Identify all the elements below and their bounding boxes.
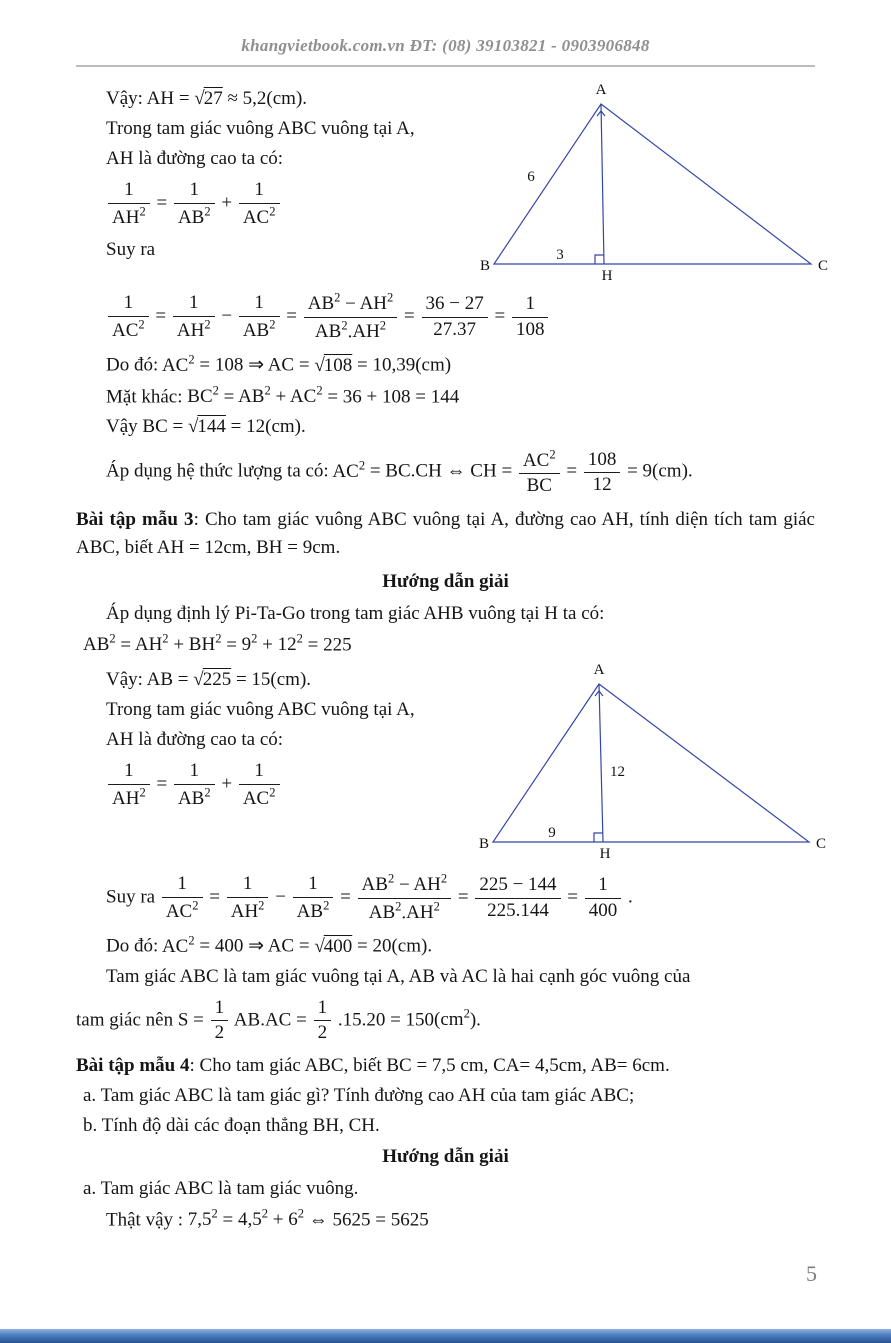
power-expression: $6^2$ <box>288 1207 305 1231</box>
exponent: 2 <box>269 785 276 800</box>
math-line: $\frac{1}{AH^2}$ = $\frac{1}{AB^2}$ + $\frac{1}{AC^2}$ <box>76 179 476 229</box>
fraction <box>475 874 560 922</box>
exponent: 2 <box>188 352 195 367</box>
radical-sign: √ <box>193 668 204 690</box>
header-text: khangvietbook.com.vn ĐT: (08) 39103821 - 0903906848 <box>241 36 650 55</box>
foot-h-label: H <box>601 268 613 283</box>
fraction <box>173 292 215 342</box>
square-root <box>193 669 231 690</box>
numerator: 1 <box>108 179 150 203</box>
exponent: 2 <box>109 631 116 646</box>
math-line: Vậy: AB = √225 = 15(cm). <box>106 668 312 690</box>
segment-bh-length: 3 <box>556 247 564 263</box>
solution-heading: Hướng dẫn giải <box>382 570 509 592</box>
triangle-diagram-1 <box>476 81 834 283</box>
exponent: 2 <box>138 317 145 332</box>
numerator: $AB^2 - AH^2$ <box>358 872 452 899</box>
exponent: 2 <box>323 898 330 913</box>
radicand: 27 <box>203 88 223 109</box>
power-expression: $AC^2$ <box>165 898 199 922</box>
exponent: 2 <box>204 204 211 219</box>
text-line: AH là đường cao ta có: <box>106 729 284 751</box>
denominator <box>174 204 215 230</box>
square-root <box>314 355 352 376</box>
numerator: 1 <box>211 997 229 1021</box>
power-expression: $AH^2$ <box>112 785 146 809</box>
fraction <box>358 872 452 924</box>
radicand: 400 <box>323 935 353 957</box>
exponent: 2 <box>212 383 219 398</box>
exponent: 2 <box>251 631 258 646</box>
math-line: Thật vậy : $7,5^2 = 4,5^2 + 6^2$ ⇔ 5625 = 5625 <box>106 1207 429 1231</box>
fraction <box>174 179 215 229</box>
fraction <box>239 760 280 810</box>
exponent: 2 <box>269 204 276 219</box>
triangle-2-labels <box>479 662 826 862</box>
fraction <box>211 997 229 1045</box>
text-line: Trong tam giác vuông ABC vuông tại A, <box>106 699 415 721</box>
power-expression: $AH^2$ <box>352 318 387 343</box>
numerator: 1 <box>162 873 203 897</box>
power-expression: $9^2$ <box>241 631 258 655</box>
math-line: $\frac{1}{AH^2}$ = $\frac{1}{AB^2}$ + $\frac{1}{AC^2}$ <box>76 760 476 810</box>
fraction <box>314 997 332 1045</box>
triangle-2-edges <box>493 684 809 842</box>
power-expression: $AB^2$ <box>238 383 271 408</box>
segment-bh-length: 9 <box>548 824 556 841</box>
exponent: 2 <box>204 317 211 332</box>
fraction <box>108 292 149 342</box>
triangle-1-labels <box>480 82 828 283</box>
exponent: 2 <box>188 933 195 948</box>
power-expression: $AB^2$ <box>314 318 348 343</box>
denominator <box>108 317 149 343</box>
section-solution-2 <box>76 81 829 283</box>
solution-text-column <box>76 662 476 818</box>
math-line: Do đó: $AC^2 = 400$ ⇒ AC = √400 = 20(cm). <box>106 933 433 957</box>
exponent: 2 <box>387 291 394 305</box>
exponent: 2 <box>440 871 448 886</box>
power-expression: $AB^2$ <box>83 631 116 655</box>
footer-bar <box>0 1329 891 1343</box>
denominator: 400 <box>588 899 618 921</box>
denominator: 108 <box>515 318 545 340</box>
fraction <box>293 873 334 923</box>
power-expression: $12^2$ <box>277 631 303 655</box>
bold-text: Bài tập mẫu 4 <box>76 1054 190 1076</box>
altitude-ah <box>601 104 604 264</box>
power-expression: $AC^2$ <box>289 383 323 408</box>
triangle-1-outline <box>494 104 811 264</box>
text-line: Áp dụng định lý Pi-Ta-Go trong tam giác AHB vuông tại H ta có: <box>106 602 605 624</box>
fraction <box>422 293 488 341</box>
radicand: 225 <box>202 668 232 690</box>
exponent: 2 <box>341 318 348 333</box>
denominator <box>227 898 269 924</box>
numerator: 1 <box>174 760 215 784</box>
denominator <box>239 785 280 811</box>
exercise-3-statement: Bài tập mẫu 3: Cho tam giác vuông ABC vuông tại A, đường cao AH, tính diện tích tam giác ABC, biết AH = 12cm, BH = 9cm. <box>76 508 815 558</box>
square-root <box>314 936 352 957</box>
triangle-1-edges <box>494 104 811 264</box>
bold-text: Bài tập mẫu 3 <box>76 508 194 530</box>
denominator <box>173 317 215 343</box>
solution-heading: Hướng dẫn giải <box>382 1145 509 1167</box>
exponent: 2 <box>296 631 303 646</box>
power-expression: $AB^2$ <box>177 785 211 809</box>
radical-sign: √ <box>314 935 325 957</box>
vertex-c-label: C <box>818 258 829 274</box>
vertex-a-label: A <box>593 661 605 678</box>
triangle-2-outline <box>493 684 809 842</box>
text-line: Trong tam giác vuông ABC vuông tại A, <box>106 118 415 140</box>
exponent: 2 <box>387 871 395 886</box>
exponent: 2 <box>258 898 265 913</box>
fraction <box>108 179 150 229</box>
denominator <box>239 204 280 230</box>
denominator: 2 <box>214 1022 225 1044</box>
denominator: BC <box>526 475 552 497</box>
numerator: 36 − 27 <box>422 293 488 317</box>
exponent: 2 <box>549 447 556 462</box>
foot-h-label: H <box>599 845 611 862</box>
header-divider <box>76 65 815 67</box>
radicand: 108 <box>323 354 353 376</box>
vertex-b-label: B <box>478 835 489 852</box>
exponent: 2 <box>463 1006 470 1021</box>
right-angle-mark-h <box>595 255 604 264</box>
radicand: 144 <box>197 416 226 438</box>
power-expression: $BH^2$ <box>188 631 222 655</box>
exponent: 2 <box>264 383 271 398</box>
numerator <box>519 447 560 474</box>
fraction <box>512 293 549 341</box>
exponent: 2 <box>395 899 402 914</box>
denominator: 2 <box>317 1022 328 1044</box>
radical-sign: √ <box>194 88 205 109</box>
numerator: 1 <box>239 179 280 203</box>
altitude-ah <box>599 684 603 842</box>
power-expression: $AC^2$ <box>242 204 276 228</box>
fraction <box>519 447 560 497</box>
power-expression: $AB^2$ <box>368 899 402 924</box>
vertex-b-label: B <box>479 258 490 274</box>
denominator <box>174 785 215 811</box>
numerator: 1 <box>314 997 332 1021</box>
denominator: $AB^2.AH^2$ <box>314 318 387 343</box>
denominator: 27.37 <box>433 318 476 340</box>
numerator: 225 − 144 <box>475 874 560 898</box>
vertex-c-label: C <box>816 835 827 852</box>
exponent: 2 <box>211 1207 218 1222</box>
exponent: 2 <box>379 318 387 333</box>
numerator: 1 <box>174 179 215 203</box>
numerator: 1 <box>108 292 149 316</box>
denominator <box>162 898 203 924</box>
math-line: $\frac{1}{AC^2}$ = $\frac{1}{AH^2}$ − $\frac{1}{AB^2}$ = $\frac{AB^2 - AH^2}{AB^2.AH^2}$ = $\frac{36 - 27}{27.37}$ = $\frac{1}{108}$ <box>76 291 815 343</box>
numerator: 1 <box>239 760 280 784</box>
right-angle-mark-h <box>594 833 603 842</box>
numerator: 1 <box>173 292 215 316</box>
exponent: 2 <box>269 317 276 332</box>
fraction <box>239 179 280 229</box>
exponent: 2 <box>433 899 440 914</box>
power-expression: $AC^2$ <box>161 933 195 957</box>
exponent: 2 <box>261 1207 269 1222</box>
numerator: 1 <box>293 873 334 897</box>
text-line: a. Tam giác ABC là tam giác vuông. <box>83 1177 359 1199</box>
page-number: 5 <box>806 1261 817 1286</box>
side-ab-length: 6 <box>527 169 535 185</box>
section-solution-3 <box>76 661 827 864</box>
power-expression: $AB^2$ <box>296 898 330 922</box>
vertex-a-label: A <box>595 82 607 98</box>
power-expression: $AH^2$ <box>406 899 440 924</box>
exponent: 2 <box>162 631 169 646</box>
exponent: 2 <box>316 383 323 398</box>
exponent: 2 <box>139 785 146 800</box>
math-line: Vậy BC = √144 = 12(cm). <box>106 416 306 438</box>
fraction <box>239 292 280 342</box>
power-expression: $AC^2$ <box>242 785 276 809</box>
triangle-diagram-2 <box>476 662 834 864</box>
fraction <box>162 873 203 923</box>
power-expression: ($cm^2$ <box>434 1006 470 1031</box>
power-expression: $AC^2$ <box>332 458 366 482</box>
math-line: Suy ra $\frac{1}{AC^2}$ = $\frac{1}{AH^2}$ − $\frac{1}{AB^2}$ = $\frac{AB^2 - AH^2}{AB^2.AH^2}$ = $\frac{225 - 144}{225.144}$ = $\frac{1}{400}$ . <box>106 871 633 924</box>
power-expression: $AH^2$ <box>112 204 146 228</box>
denominator: $AB^2.AH^2$ <box>368 899 440 924</box>
numerator: 1 <box>512 293 549 317</box>
power-expression: $BC^2$ <box>187 383 219 408</box>
power-expression: $AB^2$ <box>242 317 276 341</box>
numerator: 1 <box>227 873 269 897</box>
square-root <box>188 416 226 437</box>
math-line: $AB^2 = AH^2 + BH^2 = 9^2 + 12^2 = 225$ <box>83 631 352 655</box>
power-expression: $AH^2$ <box>134 631 169 655</box>
math-line: Vậy: AH = √27 ≈ 5,2(cm). <box>106 88 308 109</box>
power-expression: $AC^2$ <box>522 447 556 471</box>
power-expression: $AH^2$ <box>230 898 265 922</box>
square-root <box>194 88 222 109</box>
exponent: 2 <box>358 458 366 473</box>
text-line: Tam giác ABC là tam giác vuông tại A, AB và AC là hai cạnh góc vuông của <box>106 965 691 987</box>
exponent: 2 <box>139 204 146 219</box>
fraction <box>304 291 398 343</box>
exponent: 2 <box>204 785 211 800</box>
fraction <box>227 873 269 923</box>
math-line: Mặt khác: $BC^2 = AB^2 + AC^2 = 36 + 108 = 144$ <box>106 383 460 408</box>
power-expression: $4,5^2$ <box>238 1207 269 1231</box>
math-line: Do đó: $AC^2 = 108$ ⇒ AC = √108 = 10,39(cm) <box>106 352 452 376</box>
power-expression: $AB^2$ <box>361 871 395 896</box>
denominator <box>239 317 280 343</box>
denominator <box>108 785 150 811</box>
math-line: Áp dụng hệ thức lượng ta có: $AC^2 = BC.CH$ ⇔ CH = $\frac{AC^2}{BC}$ = $\frac{108}{12}$ = 9(cm). <box>106 447 693 497</box>
numerator: 108 <box>584 449 621 473</box>
power-expression: $AB^2$ <box>307 291 341 315</box>
fraction <box>584 449 621 497</box>
power-expression: $AH^2$ <box>413 871 448 896</box>
power-expression: $AH^2$ <box>176 317 211 341</box>
exercise-4-part-a: a. Tam giác ABC là tam giác gì? Tính đường cao AH của tam giác ABC; <box>83 1084 635 1106</box>
power-expression: $AH^2$ <box>359 291 394 315</box>
denominator: 225.144 <box>487 899 549 921</box>
numerator: 1 <box>239 292 280 316</box>
fraction <box>174 760 215 810</box>
exercise-4-part-b: b. Tính độ dài các đoạn thẳng BH, CH. <box>83 1114 380 1136</box>
numerator: $AB^2 - AH^2$ <box>304 291 398 318</box>
denominator <box>108 204 150 230</box>
text-line: Suy ra <box>106 239 156 261</box>
solution-text-column <box>76 81 476 267</box>
power-expression: $AC^2$ <box>161 352 195 376</box>
numerator: 1 <box>108 760 150 784</box>
numerator: 1 <box>585 874 622 898</box>
exercise-4-statement: Bài tập mẫu 4: Cho tam giác ABC, biết BC = 7,5 cm, CA= 4,5cm, AB= 6cm. <box>76 1054 670 1076</box>
radical-sign: √ <box>187 416 199 438</box>
denominator: 12 <box>592 473 612 495</box>
text-line: AH là đường cao ta có: <box>106 148 284 170</box>
exponent: 2 <box>192 898 199 913</box>
math-line: tam giác nên S = $\frac{1}{2}$ AB.AC = $\frac{1}{2}$ $.15.20 = 150(cm^2)$. <box>76 996 481 1044</box>
exponent: 2 <box>297 1207 305 1222</box>
fraction <box>108 760 150 810</box>
altitude-ah-length: 12 <box>610 763 625 780</box>
power-expression: $AC^2$ <box>112 317 145 341</box>
exponent: 2 <box>334 291 341 305</box>
exponent: 2 <box>215 631 222 646</box>
power-expression: $7,5^2$ <box>187 1207 218 1231</box>
power-expression: $AB^2$ <box>177 204 211 228</box>
radical-sign: √ <box>314 354 325 376</box>
figure-2-container <box>476 662 834 864</box>
denominator <box>293 898 334 924</box>
fraction <box>585 874 622 922</box>
figure-1-container <box>476 81 834 283</box>
